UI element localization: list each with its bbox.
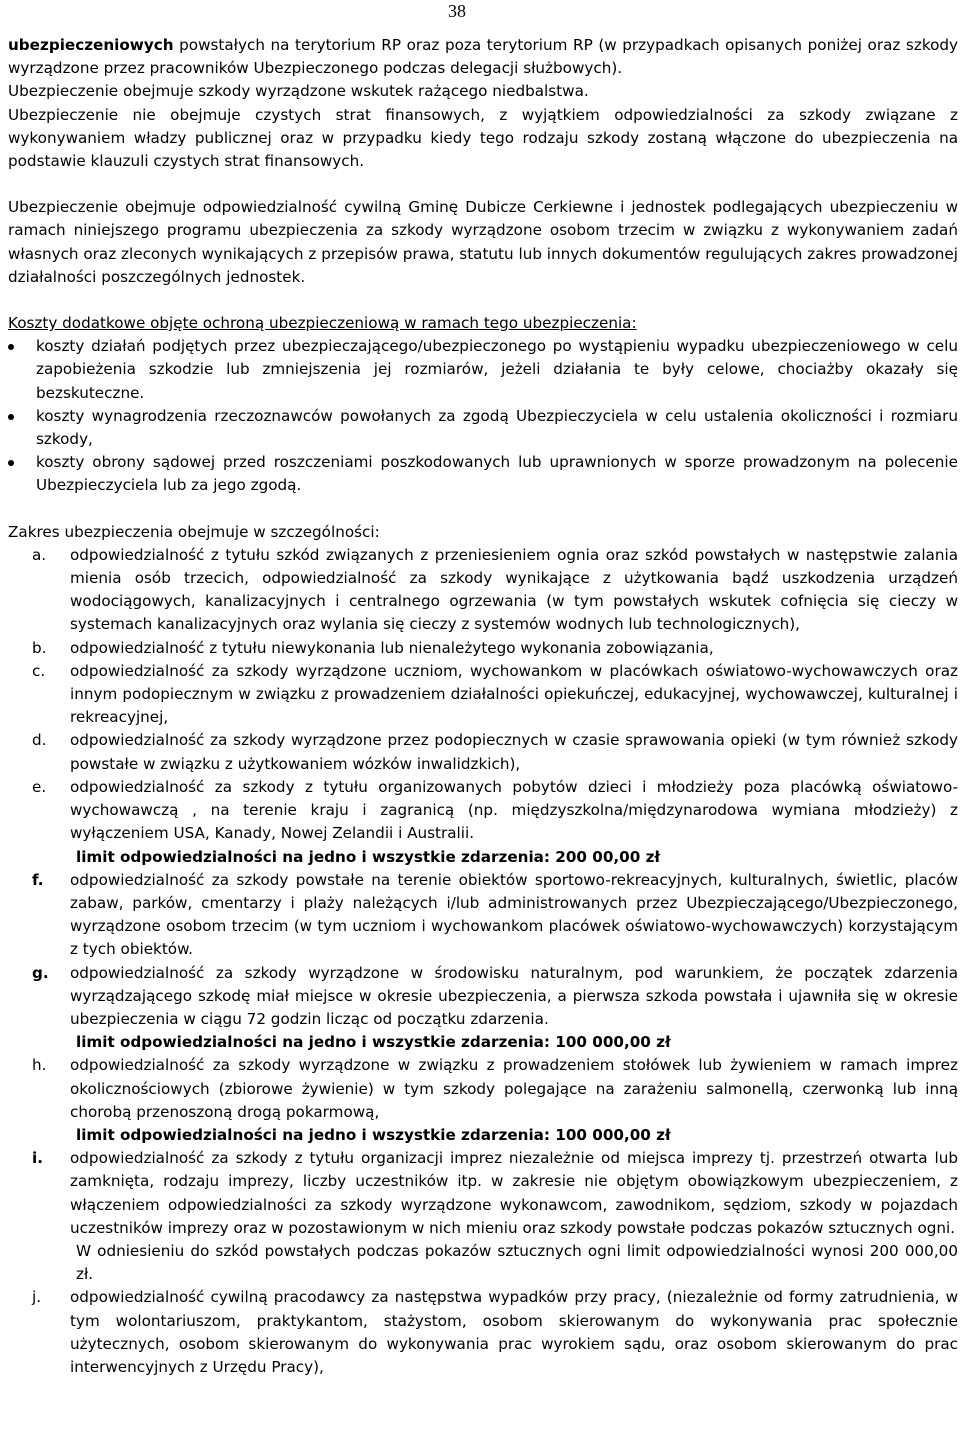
scope-item-marker: g. [32, 963, 49, 982]
scope-list [8, 544, 958, 1379]
scope-item-marker: f. [32, 870, 44, 889]
intro-paragraph-3: Ubezpieczenie nie obejmuje czystych strat finansowych, z wyjątkiem odpowiedzialności za szkody związane z wykonywaniem władzy publicznej oraz w przypadku kiedy tego rodzaju szkody zostaną włączone do ubezpieczenia na podstawie klauzuli czystych strat finansowych. [8, 105, 958, 171]
scope-item-c [8, 660, 958, 730]
costs-heading: Koszty dodatkowe objęte ochroną ubezpieczeniową w ramach tego ubezpieczenia: [8, 314, 637, 333]
scope-item-marker: i. [32, 1149, 43, 1168]
liability-limit: limit odpowiedzialności na jedno i wszystkie zdarzenia: 200 00,00 zł [76, 847, 661, 866]
costs-item: koszty wynagrodzenia rzeczoznawców powołanych za zgodą Ubezpieczyciela w celu ustalenia okoliczności i rozmiaru szkody, [8, 405, 958, 451]
page-number: 38 [448, 1, 466, 21]
scope-heading: Zakres ubezpieczenia obejmuje w szczególności: [8, 522, 380, 541]
scope-item-text: odpowiedzialność za szkody wyrządzone przez podopiecznych w czasie sprawowania opieki (w tym również szkody powstałe w związku z użytkowaniem wózków inwalidzkich), [70, 731, 958, 773]
scope-item-g [8, 962, 958, 1055]
scope-item-marker: b. [32, 638, 47, 657]
scope-item-f [8, 869, 958, 962]
costs-list [8, 335, 958, 497]
scope-item-text: odpowiedzialność za szkody z tytułu organizacji imprez niezależnie od miejsca imprezy tj. przestrzeń otwarta lub zamknięta, rodzaju imprezy, liczby uczestników itp. w zakresie nie objętym obowiązkowym ubezpieczeniem, z włączeniem odpowiedzialności za szkody wyrządzone wykonawcom, zawodnikom, sędziom, szkody w pojazdach uczestników imprezy oraz w pozostawionym w nich mieniu oraz szkody powstałe podczas pokazów sztucznych ogni. [70, 1149, 958, 1237]
scope-item-marker: j. [32, 1288, 42, 1307]
intro-paragraph-2: Ubezpieczenie obejmuje szkody wyrządzone wskutek rażącego niedbalstwa. [8, 82, 589, 101]
intro-paragraph-1 [8, 34, 958, 80]
scope-item-i [8, 1147, 958, 1286]
fireworks-limit-note: W odniesieniu do szkód powstałych podczas pokazów sztucznych ogni limit odpowiedzialności wynosi 200 000,00 zł. [76, 1241, 958, 1284]
intro-bold-word: ubezpieczeniowych [8, 36, 174, 54]
costs-item: koszty działań podjętych przez ubezpieczającego/ubezpieczonego po wystąpieniu wypadku ubezpieczeniowego w celu zapobieżenia szkodzie lub zmniejszenia jej rozmiarów, jeżeli działania te były celowe, chociażby okazały się bezskuteczne. [8, 335, 958, 405]
scope-item-a [8, 544, 958, 637]
scope-item-h [8, 1054, 958, 1147]
liability-limit: limit odpowiedzialności na jedno i wszystkie zdarzenia: 100 000,00 zł [76, 1125, 671, 1144]
costs-item: koszty obrony sądowej przed roszczeniami poszkodowanych lub uprawnionych w sporze prowadzonym na polecenie Ubezpieczyciela lub za jego zgodą. [8, 451, 958, 497]
scope-item-text: odpowiedzialność za szkody wyrządzone w związku z prowadzeniem stołówek lub żywieniem w ramach imprez okolicznościowych (zbiorowe żywienie) w tym szkody polegające na zarażeniu salmonellą, czerwonką lub inną chorobą przenoszoną drogą pokarmową, [70, 1056, 958, 1121]
scope-item-text: odpowiedzialność z tytułu szkód związanych z przeniesieniem ognia oraz szkód powstałych w następstwie zalania mienia osób trzecich, odpowiedzialność za szkody wynikające z użytkowania bądź uszkodzenia urządzeń wodociągowych, kanalizacyjnych i centralnego ogrzewania (w tym powstałych wskutek cofnięcia się cieczy w systemach kanalizacyjnych oraz wylania się cieczy z systemów wodnych lub technologicznych), [70, 545, 958, 634]
scope-item-marker: a. [32, 545, 47, 564]
scope-item-text: odpowiedzialność z tytułu niewykonania lub nienależytego wykonania zobowiązania, [70, 638, 714, 657]
liability-limit: limit odpowiedzialności na jedno i wszystkie zdarzenia: 100 000,00 zł [76, 1033, 671, 1052]
scope-item-text: odpowiedzialność za szkody powstałe na terenie obiektów sportowo-rekreacyjnych, kulturalnych, świetlic, placów zabaw, parków, cmentarzy i plaży należących i/lub administrowanych przez Ubezpieczającego/Ubezpieczonego, wyrządzone osobom trzecim (w tym uczniom i wychowankom placówek oświatowo-wychowawczych) korzystającym z tych obiektów. [70, 870, 958, 959]
intro-paragraph-1-text: powstałych na terytorium RP oraz poza terytorium RP (w przypadkach opisanych poniżej oraz szkody wyrządzone przez pracowników Ubezpieczonego podczas delegacji służbowych). [8, 36, 958, 78]
scope-item-j [8, 1286, 958, 1379]
scope-item-text: odpowiedzialność cywilną pracodawcy za następstwa wypadków przy pracy, (niezależnie od formy zatrudnienia, w tym wolontariuszom, praktykantom, stażystom, osobom skierowanym do wykonywania prac społecznie użytecznych, osobom skierowanym do wykonywania prac wyrokiem sądu, oraz osobom skierowanym do prac interwencyjnych z Urzędu Pracy), [70, 1288, 958, 1376]
scope-item-marker: h. [32, 1056, 47, 1075]
scope-item-marker: d. [32, 731, 47, 750]
document-body [8, 34, 958, 1379]
scope-item-marker: e. [32, 777, 47, 796]
scope-item-b [8, 637, 958, 660]
scope-item-text: odpowiedzialność za szkody wyrządzone uczniom, wychowankom w placówkach oświatowo-wychowawczych oraz innym podopiecznym w związku z prowadzeniem działalności opiekuńczej, edukacyjnej, wychowawczej, kulturalnej i rekreacyjnej, [70, 661, 958, 727]
scope-paragraph: Ubezpieczenie obejmuje odpowiedzialność cywilną Gminę Dubicze Cerkiewne i jednostek podlegających ubezpieczeniu w ramach niniejszego programu ubezpieczenia za szkody wyrządzone osobom trzecim w związku z wykonywaniem zadań własnych oraz zleconych wynikających z przepisów prawa, statutu lub innych dokumentów regulujących zakres prowadzonej działalności poszczególnych jednostek. [8, 198, 958, 286]
scope-item-marker: c. [32, 661, 46, 680]
scope-item-text: odpowiedzialność za szkody z tytułu organizowanych pobytów dzieci i młodzieży poza placówką oświatowo-wychowawczą , na terenie kraju i zagranicą (np. międzyszkolna/międzynarodowa wymiana młodzieży) z wyłączeniem USA, Kanady, Nowej Zelandii i Australii. [70, 777, 958, 843]
scope-item-text: odpowiedzialność za szkody wyrządzone w środowisku naturalnym, pod warunkiem, że początek zdarzenia wyrządzającego szkodę miał miejsce w okresie ubezpieczenia, a pierwsza szkoda powstała i ujawniła się w okresie ubezpieczenia w ciągu 72 godzin licząc od początku zdarzenia. [70, 963, 958, 1028]
scope-item-e [8, 776, 958, 869]
scope-item-d [8, 729, 958, 775]
